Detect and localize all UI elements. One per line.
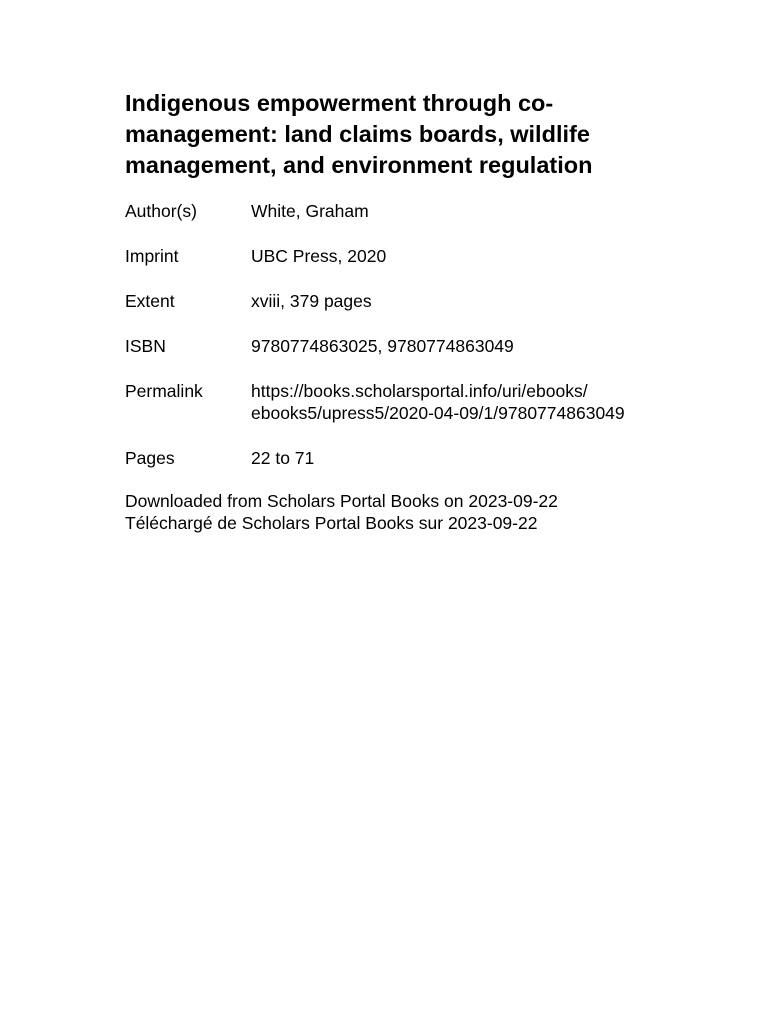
meta-row-permalink xyxy=(125,380,685,424)
download-notice-en: Downloaded from Scholars Portal Books on 2023-09-22 xyxy=(125,491,558,511)
meta-value-line: 22 to 71 xyxy=(251,448,315,468)
meta-value-pages xyxy=(251,447,685,469)
meta-row-isbn xyxy=(125,335,685,357)
meta-row-extent xyxy=(125,290,685,312)
meta-value-imprint xyxy=(251,245,685,267)
meta-value-author xyxy=(251,200,685,222)
meta-label: Permalink xyxy=(125,381,203,401)
meta-value-extent xyxy=(251,290,685,312)
meta-label: Author(s) xyxy=(125,201,197,221)
download-notice xyxy=(125,490,685,534)
meta-value-line: 9780774863025, 9780774863049 xyxy=(251,336,514,356)
meta-value-line: xviii, 379 pages xyxy=(251,291,372,311)
meta-value-line: White, Graham xyxy=(251,201,369,221)
meta-value-line: https://books.scholarsportal.info/uri/ebooks/ xyxy=(251,381,588,401)
meta-label: Extent xyxy=(125,291,175,311)
document-title: Indigenous empowerment through co-management: land claims boards, wildlife management, and environment regulation xyxy=(125,90,593,178)
citation-block xyxy=(125,88,685,534)
meta-row-imprint xyxy=(125,245,685,267)
meta-label: Imprint xyxy=(125,246,179,266)
meta-row-pages xyxy=(125,447,685,469)
meta-row-author xyxy=(125,200,685,222)
meta-value-isbn xyxy=(251,335,685,357)
meta-label: ISBN xyxy=(125,336,166,356)
meta-value-line: ebooks5/upress5/2020-04-09/1/9780774863049 xyxy=(251,403,625,423)
meta-value-line: UBC Press, 2020 xyxy=(251,246,387,266)
permalink-link[interactable] xyxy=(251,380,685,424)
meta-label: Pages xyxy=(125,448,175,468)
download-notice-fr: Téléchargé de Scholars Portal Books sur 2023-09-22 xyxy=(125,513,538,533)
